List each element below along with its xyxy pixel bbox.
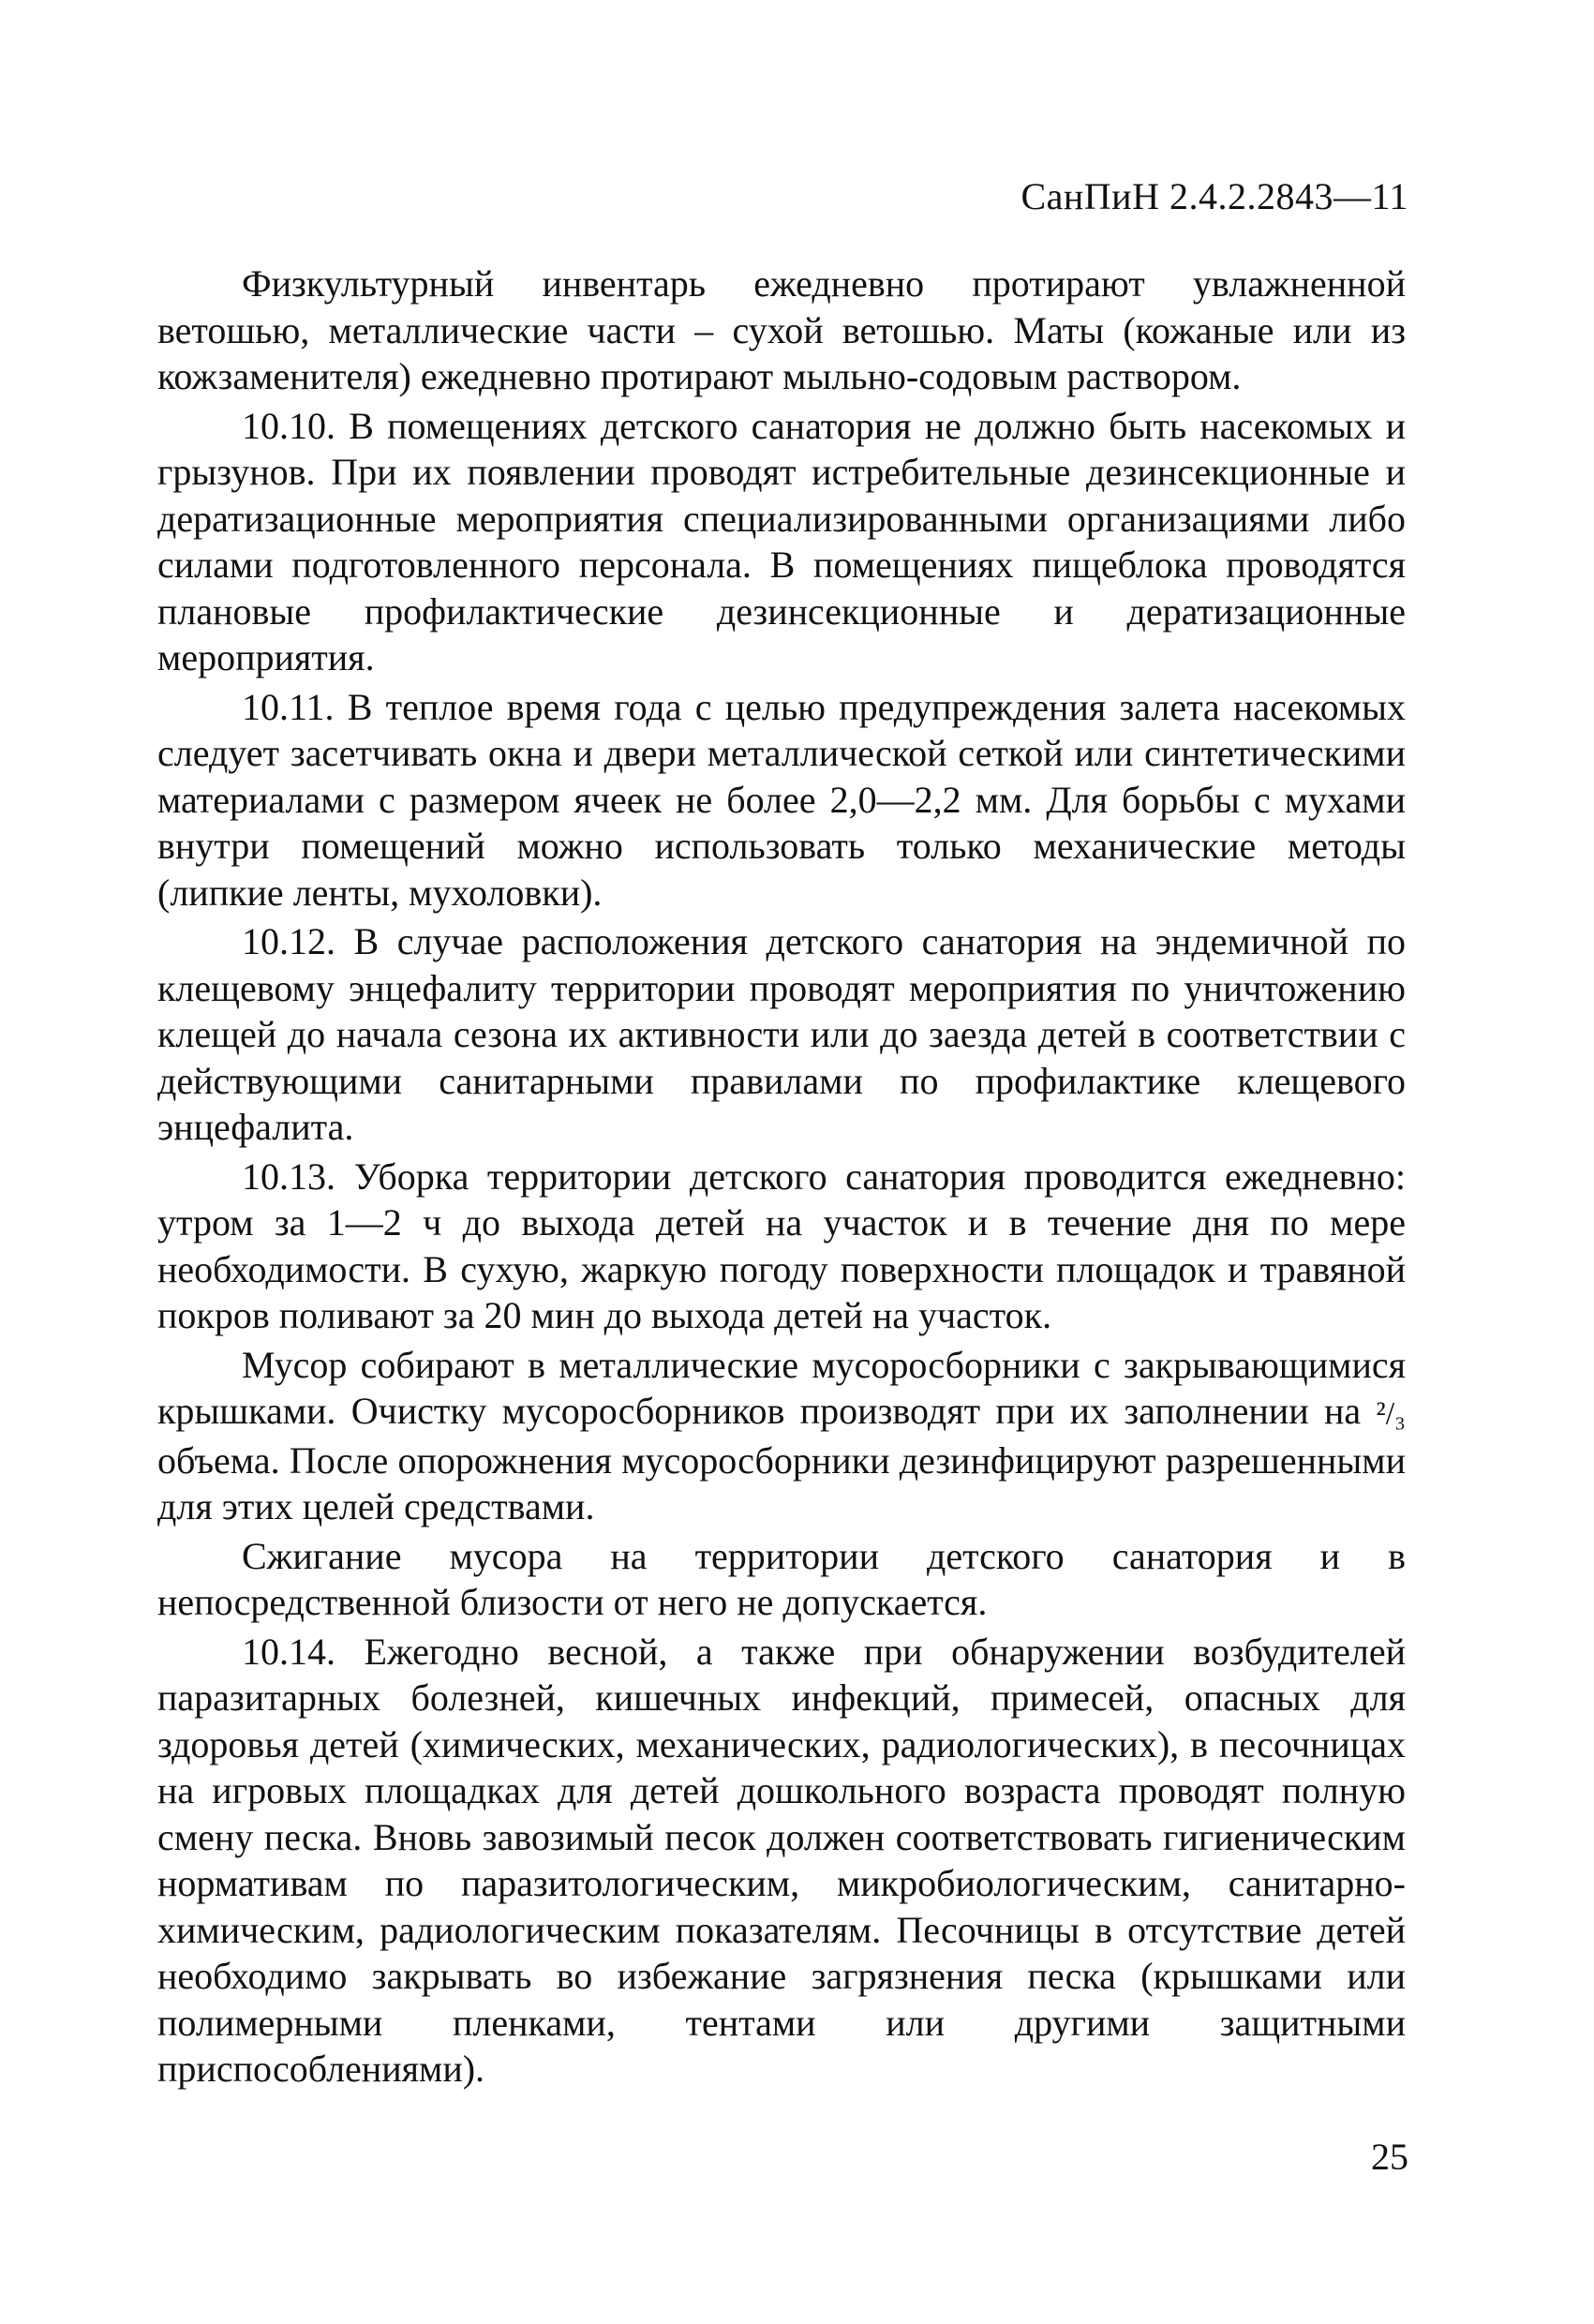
page-number: 25 [1371, 2136, 1408, 2178]
paragraph-10-10: 10.10. В помещениях детского санатория не должно быть насекомых и грызунов. При их появлении проводят истребительные дезинсекционные и дератизационные мероприятия специализированными организациями либо силами подготовленного персонала. В помещениях пищеблока проводятся плановые профилактические дезинсекционные и дератизационные мероприятия. [157, 404, 1406, 678]
document-code-header: СанПиН 2.4.2.2843—11 [1020, 175, 1408, 217]
paragraph-10-12: 10.12. В случае расположения детского санатория на эндемичной по клещевому энцефалиту территории проводят мероприятия по уничтожению клещей до начала сезона их активности или до заезда детей в соответствии с действующими санитарными правилами по профилактике клещевого энцефалита. [157, 920, 1406, 1148]
paragraph-10-13: 10.13. Уборка территории детского санатория проводится ежедневно: утром за 1—2 ч до выхода детей на участок и в течение дня по мере необходимости. В сухую, жаркую погоду поверхности площадок и травяной покров поливают за 20 мин до выхода детей на участок. [157, 1155, 1406, 1336]
paragraph-garbage-text-end: объема. После опорожнения мусоросборники дезинфицируют разрешенными для этих целей средствами. [157, 1438, 1406, 1527]
paragraph-sports-equipment: Физкультурный инвентарь ежедневно протирают увлажненной ветошью, металлические части – сухой ветошью. Маты (кожаные или из кожзаменителя) ежедневно протирают мыльно-содовым раствором. [157, 262, 1406, 397]
paragraph-10-11: 10.11. В теплое время года с целью предупреждения залета насекомых следует засетчивать окна и двери металлической сеткой или синтетическими материалами с размером ячеек не более 2,0—2,2 мм. Для борьбы с мухами внутри помещений можно использовать только механические методы (липкие ленты, мухоловки). [157, 685, 1406, 914]
paragraph-10-14: 10.14. Ежегодно весной, а также при обнаружении возбудителей паразитарных болезней, кишечных инфекций, примесей, опасных для здоровья детей (химических, механических, радиологических), в песочницах на игровых площадках для детей дошкольного возраста проводят полную смену песка. Вновь завозимый песок должен соответствовать гигиеническим нормативам по паразитологическим, микробиологическим, санитарно-химическим, радиологическим показателям. Песочницы в отсутствие детей необходимо закрывать во избежание загрязнения песка (крышками или полимерными пленками, тентами или другими защитными приспособлениями). [157, 1630, 1406, 2090]
paragraph-garbage-burning: Сжигание мусора на территории детского санатория и в непосредственной близости от него не допускается. [157, 1534, 1406, 1623]
fraction-two-thirds: ²/₃ [1376, 1396, 1406, 1431]
document-body [157, 261, 1406, 2093]
paragraph-garbage-collection [157, 1342, 1406, 1530]
paragraph-garbage-text-start: Мусор собирают в металлические мусоросборники с закрывающимися крышками. Очистку мусоросборников производят при их заполнении на [157, 1343, 1406, 1432]
